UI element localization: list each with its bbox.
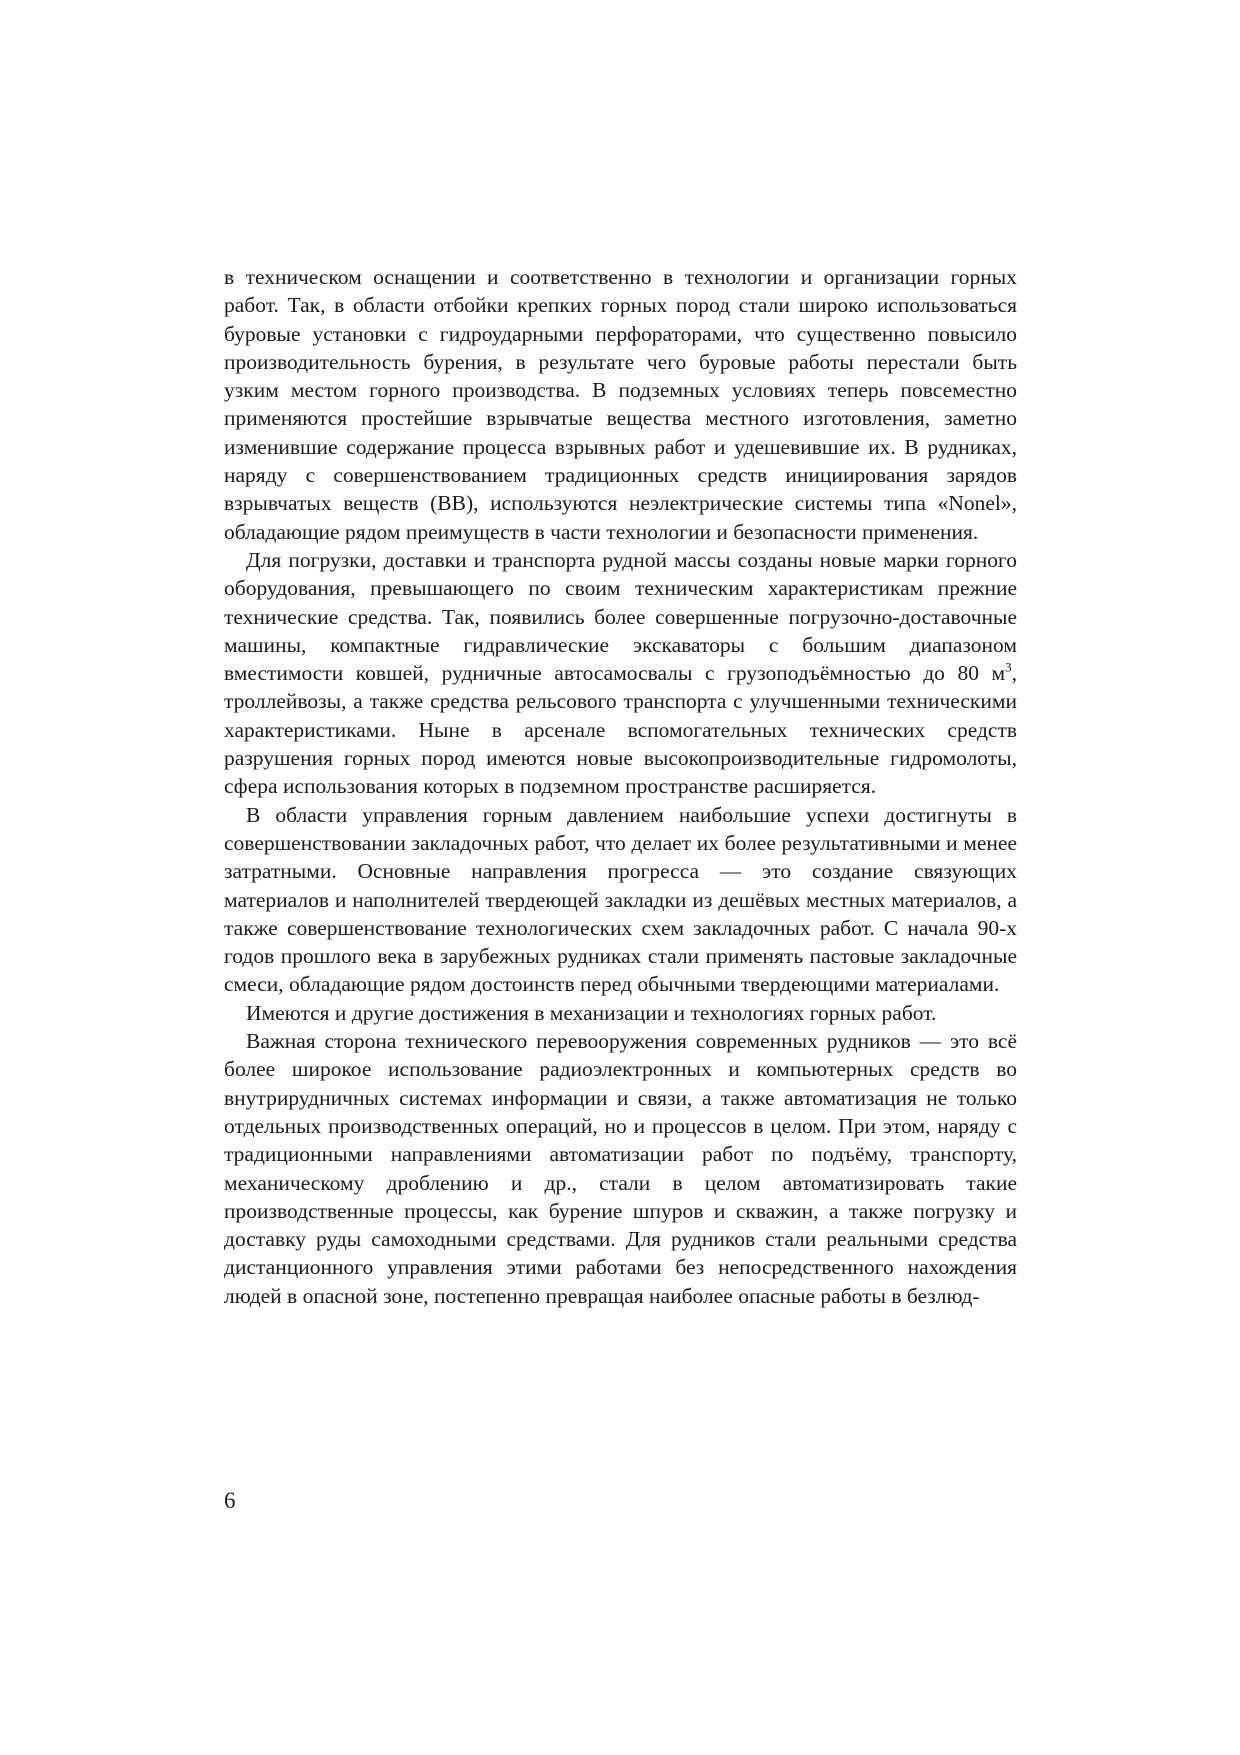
page-number: 6 (224, 1488, 236, 1513)
page-body-text (224, 263, 1017, 1310)
paragraph-other-achievements: Имеются и другие достижения в механизации и технологиях горных работ. (246, 1000, 937, 1025)
paragraph-ground-pressure: В области управления горным давлением наибольшие успехи достигнуты в совершенствовании закладочных работ, что делает их более результативными и менее затратными. Основные направления прогресса — это создание связующих материалов и наполнителей твердеющей закладки из дешёвых местных материалов, а также совершенствование технологических схем закладочных работ. С начала 90-х годов прошлого века в зарубежных рудниках стали применять пастовые закладочные смеси, обладающие рядом достоинств перед обычными твердеющими материалами. (224, 802, 1017, 997)
paragraph-equipment-text-before: Для погрузки, доставки и транспорта рудной массы созданы новые марки горного оборудования, превышающего по своим техническим характеристикам прежние технические средства. Так, появились более совершенные погрузочно-доставочные машины, компактные гидравлические экскаваторы с большим диапазоном вместимости ковшей, рудничные автосамосвалы с грузоподъёмностью до 80 м (224, 547, 1017, 686)
paragraph-continuation: в техническом оснащении и соответственно в технологии и организации горных работ. Так, в области отбойки крепких горных пород стали широко использоваться буровые установки с гидроударными перфораторами, что существенно повысило производительность бурения, в результате чего буровые работы перестали быть узким местом горного производства. В подземных условиях теперь повсеместно применяются простейшие взрывчатые вещества местного изготовления, заметно изменившие содержание процесса взрывных работ и удешевившие их. В рудниках, наряду с совершенствованием традиционных средств инициирования зарядов взрывчатых веществ (ВВ), используются неэлектрические системы типа «Nonel», обладающие рядом преимуществ в части технологии и безопасности применения. (224, 265, 1017, 544)
paragraph-automation: Важная сторона технического перевооружения современных рудников — это всё более широкое использование радиоэлектронных и компьютерных средств во внутрирудничных системах информации и связи, а также автоматизация не только отдельных производственных операций, но и процессов в целом. При этом, наряду с традиционными направлениями автоматизации работ по подъёму, транспорту, механическому дроблению и др., стали в целом автоматизировать такие производственные процессы, как бурение шпуров и скважин, а также погрузку и доставку руды самоходными средствами. Для рудников стали реальными средства дистанционного управления этими работами без непосредственного нахождения людей в опасной зоне, постепенно превращая наиболее опасные работы в безлюд- (224, 1029, 1017, 1308)
paragraph-equipment (224, 546, 1017, 801)
cubic-superscript: 3 (1005, 660, 1012, 675)
paragraph-equipment-text-after: , троллейвозы, а также средства рельсового транспорта с улучшенными техническими характеристиками. Ныне в арсенале вспомогательных технических средств разрушения горных пород имеются новые высокопроизводительные гидромолоты, сфера использования которых в подземном пространстве расширяется. (224, 661, 1017, 799)
